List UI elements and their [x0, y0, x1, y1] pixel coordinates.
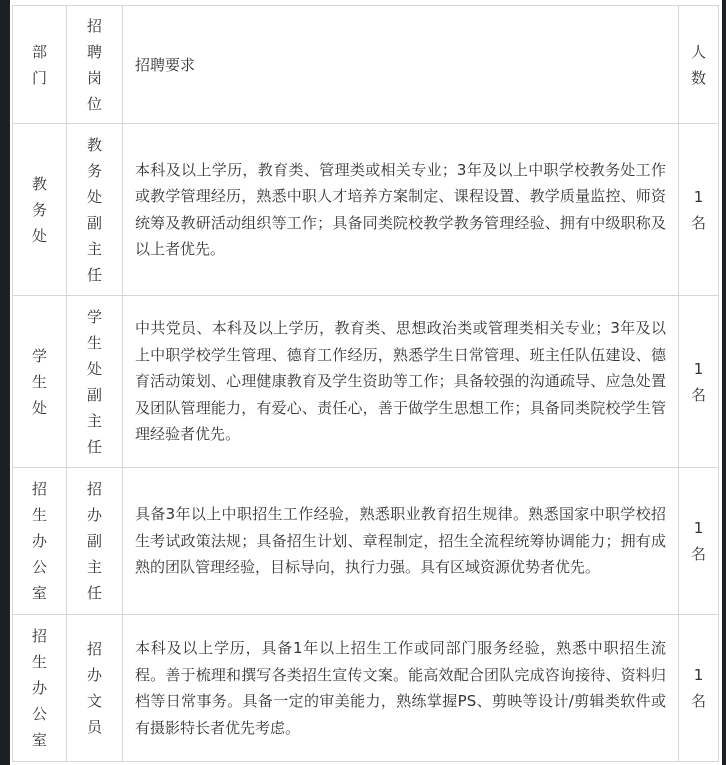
dept-text: 招生办公室	[31, 480, 47, 602]
table-header-row	[13, 6, 719, 124]
count-text: 1名	[690, 666, 706, 710]
recruitment-table	[12, 5, 719, 762]
count-cell	[679, 296, 719, 468]
dept-cell	[13, 296, 67, 468]
header-dept-cell	[13, 6, 67, 124]
right-frame-edge	[722, 0, 726, 765]
dept-text: 学生处	[31, 346, 47, 417]
post-cell	[67, 296, 123, 468]
count-cell	[679, 615, 719, 762]
count-text: 1名	[690, 359, 706, 404]
header-post-cell	[67, 6, 123, 124]
table-row	[13, 124, 719, 296]
dept-cell	[13, 468, 67, 615]
header-post: 招聘岗位	[86, 16, 102, 113]
requirements-cell	[123, 124, 679, 296]
requirements-text: 具备3年以上中职招生工作经验，熟悉职业教育招生规律。熟悉国家中职学校招生考试政策法规；具备招生计划、章程制定，招生全流程统筹协调能力；拥有成熟的团队管理经验，目标导向，执行力强。具有区域资源优势者优先。	[135, 505, 666, 577]
header-requirements: 招聘要求	[135, 55, 196, 74]
count-text: 1名	[690, 519, 706, 563]
post-text: 招办文员	[86, 640, 102, 736]
post-text: 招办副主任	[86, 480, 102, 602]
post-text: 学生处副主任	[86, 307, 102, 456]
requirements-cell	[123, 615, 679, 762]
count-text: 1名	[690, 187, 706, 232]
table-row	[13, 468, 719, 615]
requirements-cell	[123, 468, 679, 615]
dept-text: 教务处	[31, 174, 47, 245]
left-frame-edge	[0, 0, 10, 765]
post-text: 教务处副主任	[86, 135, 102, 284]
requirements-text: 本科及以上学历，具备1年以上招生工作或同部门服务经验，熟悉中职招生流程。善于梳理和撰写各类招生宣传文案。能高效配合团队完成咨询接待、资料归档等日常事务。具备一定的审美能力，熟练掌握PS、剪映等设计/剪辑类软件或有摄影特长者优先考虑。	[135, 639, 666, 737]
header-dept: 部门	[31, 42, 47, 87]
count-cell	[679, 468, 719, 615]
requirements-cell	[123, 296, 679, 468]
requirements-text: 本科及以上学历，教育类、管理类或相关专业；3年及以上中职学校教务处工作或教学管理经历，熟悉中职人才培养方案制定、课程设置、教学质量监控、师资统筹及教研活动组织等工作；具备同类院校教学教务管理经验、拥有中级职称及以上者优先。	[135, 160, 666, 258]
header-count: 人数	[690, 42, 706, 87]
header-requirements-cell	[123, 6, 679, 124]
table-row	[13, 296, 719, 468]
dept-text: 招生办公室	[31, 627, 47, 749]
post-cell	[67, 468, 123, 615]
count-cell	[679, 124, 719, 296]
table-row	[13, 615, 719, 762]
post-cell	[67, 615, 123, 762]
post-cell	[67, 124, 123, 296]
header-count-cell	[679, 6, 719, 124]
dept-cell	[13, 615, 67, 762]
dept-cell	[13, 124, 67, 296]
requirements-text: 中共党员、本科及以上学历，教育类、思想政治类或管理类相关专业；3年及以上中职学校学生管理、德育工作经历，熟悉学生日常管理、班主任队伍建设、德育活动策划、心理健康教育及学生资助等工作；具备较强的沟通疏导、应急处置及团队管理能力，有爱心、责任心，善于做学生思想工作；具备同类院校学生管理经验者优先。	[135, 319, 666, 444]
